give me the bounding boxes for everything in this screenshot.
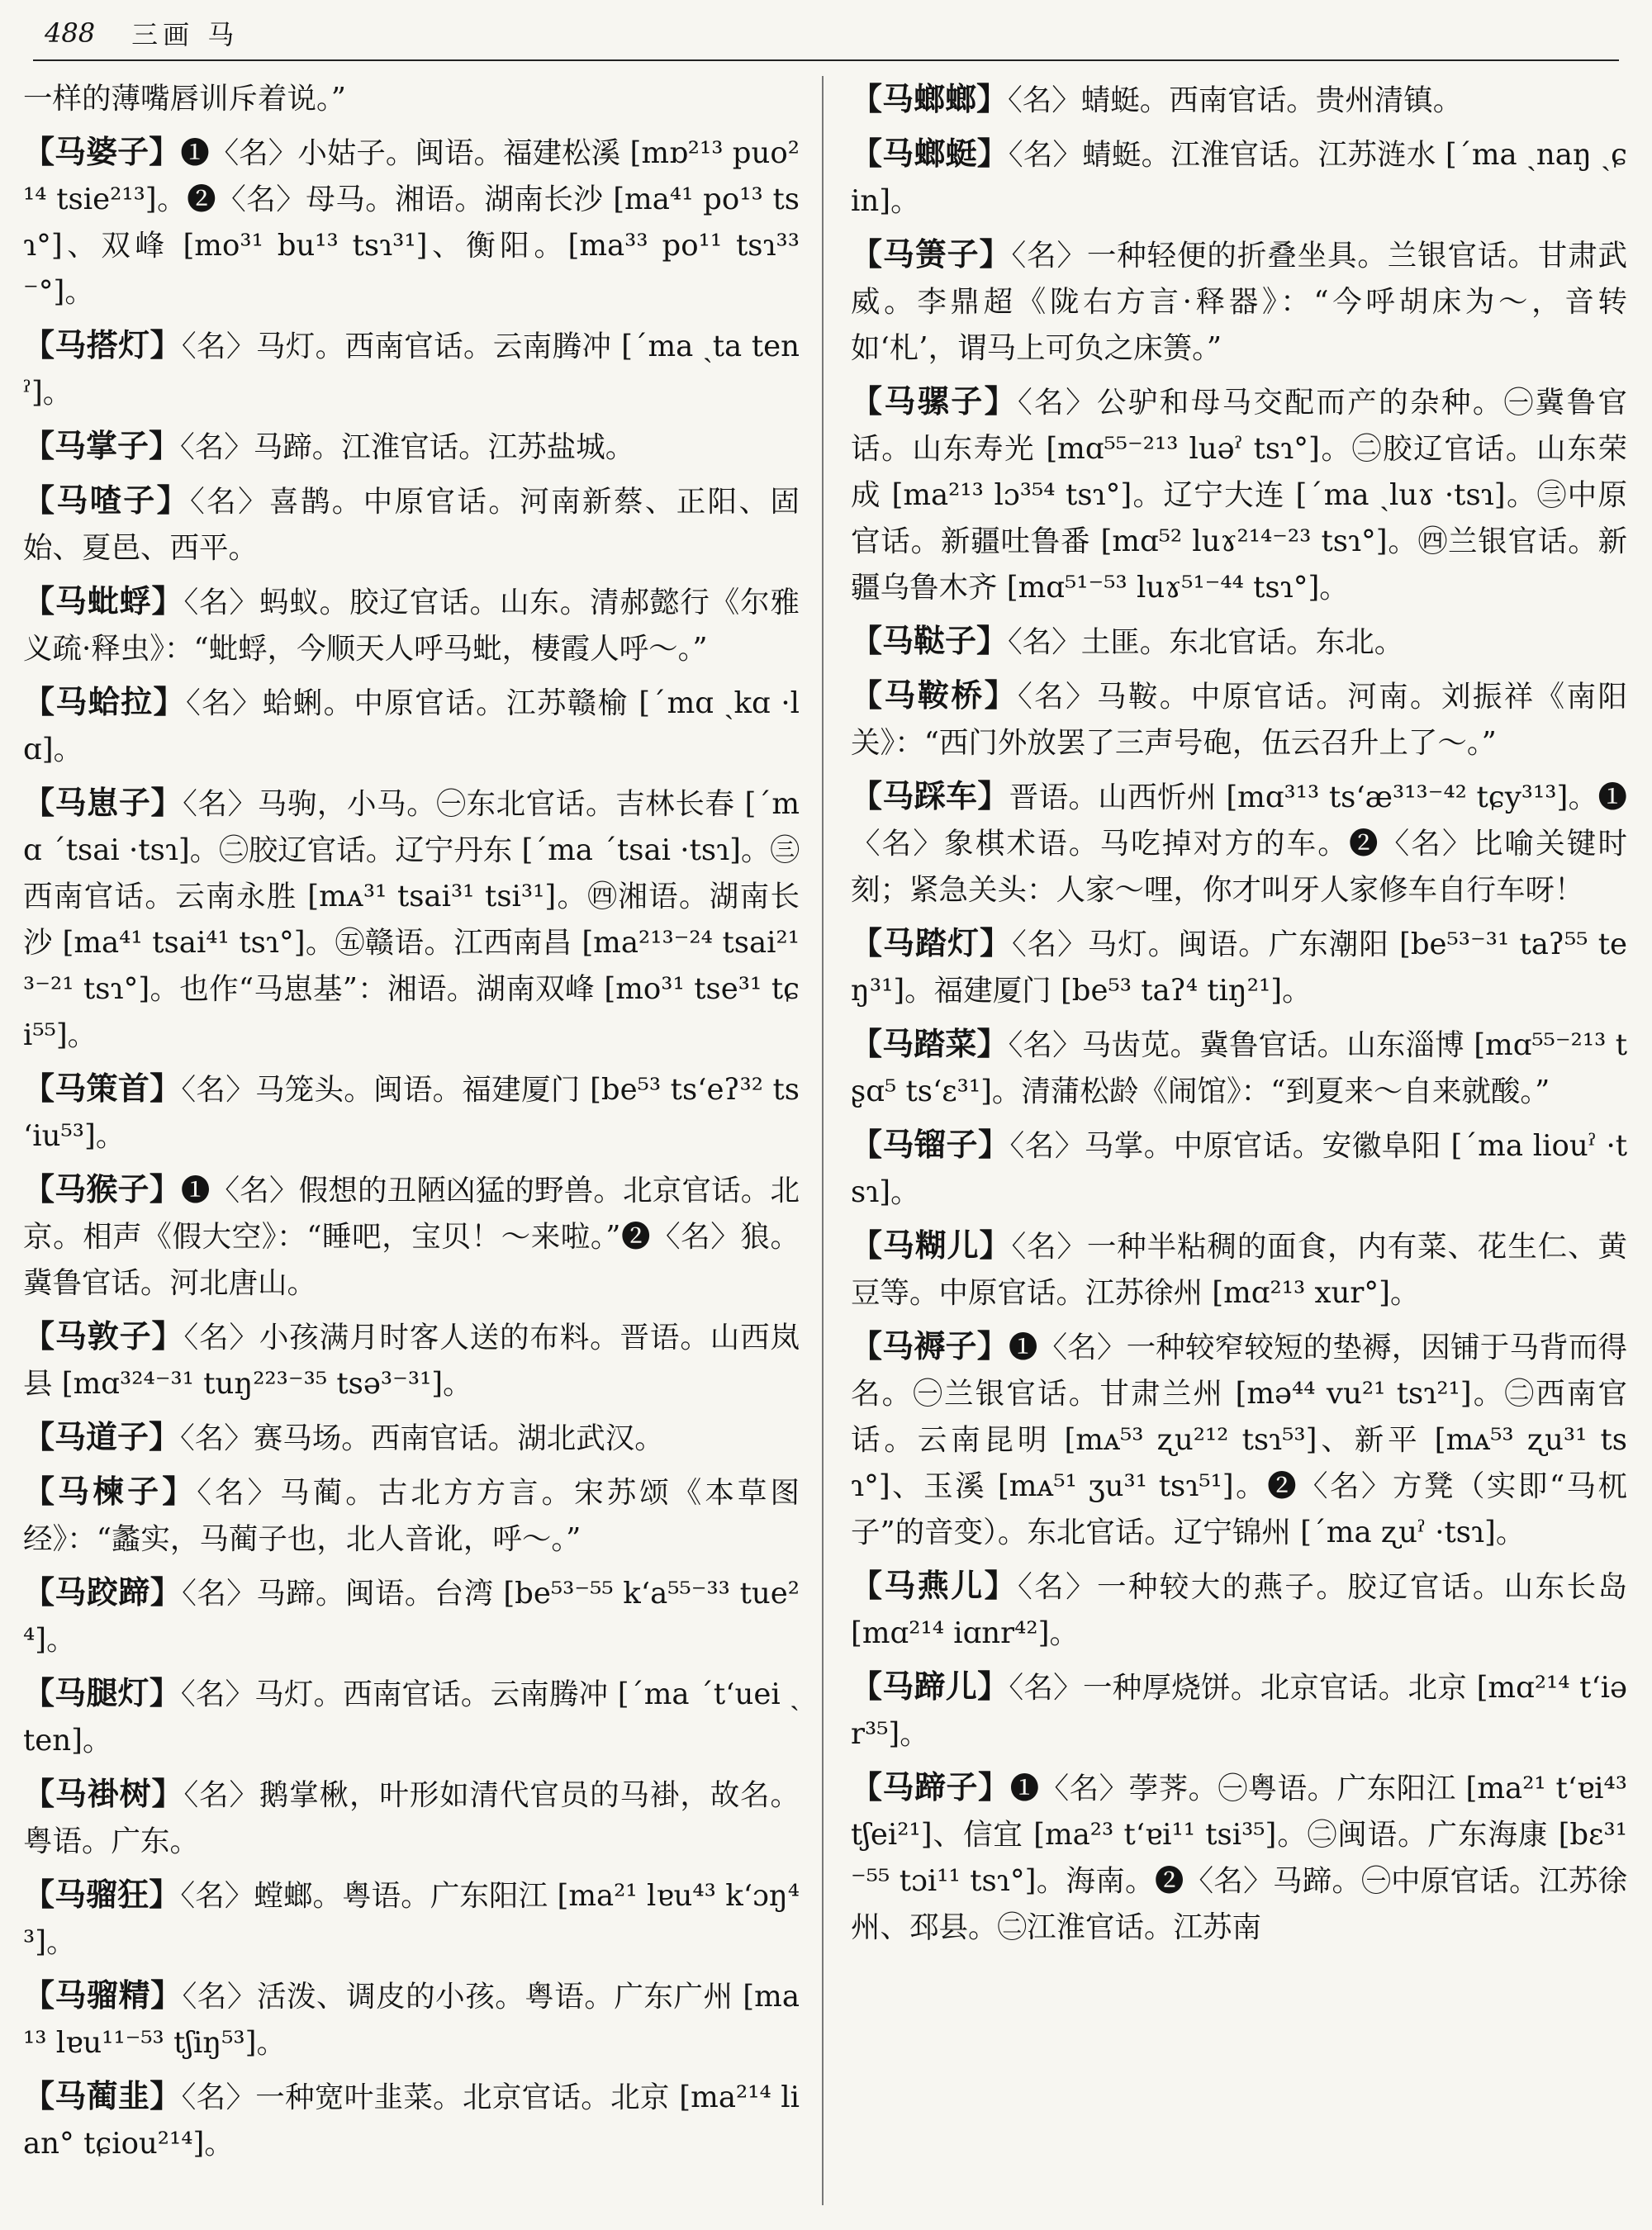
entry-headword: 【马鞍桥】 [851,676,1018,714]
left-column [23,76,800,2213]
entry-headword: 【马踏灯】 [851,924,1012,961]
entry-headword: 【马蔺韭】 [23,2077,182,2114]
entry-headword: 【马崽子】 [23,784,183,821]
entry-definition: 〈名〉蛤蜊。中原官话。江苏赣榆 [ˊmɑ ˏkɑ ·lɑ]。 [23,686,800,766]
entry-definition: 〈名〉公驴和母马交配而产的杂种。㊀冀鲁官话。山东寿光 [mɑ⁵⁵⁻²¹³ luəˀ tsɿ°]。㊁胶辽官话。山东荣成 [ma²¹³ lɔ³⁵⁴ tsɿ°]。辽宁大连 [ˊma ˏluɤ ·tsɿ]。㊂中原官话。新疆吐鲁番 [mɑ⁵² luɤ²¹⁴⁻²³ tsɿ°]。㊃兰银官话。新疆乌鲁木齐 [mɑ⁵¹⁻⁵³ luɤ⁵¹⁻⁴⁴ tsɿ°]。 [851,386,1627,605]
entry-definition: 〈名〉马鞍。中原官话。河南。刘振祥《南阳关》：“西门外放罢了三声号砲，伍云召升上了～。” [851,680,1627,760]
dictionary-entry [23,322,800,416]
dictionary-entry [23,2073,800,2167]
dictionary-entry [23,1771,800,1865]
entry-headword: 【马策首】 [23,1070,182,1107]
entry-definition: 〈名〉活泼、调皮的小孩。粤语。广东广州 [ma¹³ lɐu¹¹⁻⁵³ tʃiŋ⁵³]。 [23,1980,800,2060]
entry-headword: 【马螂蜓】 [851,135,1009,172]
entry-definition: 〈名〉蜻蜓。西南官话。贵州清镇。 [1008,83,1463,117]
entry-definition: 〈名〉鹅掌楸，叶形如清代官员的马褂，故名。粤语。广东。 [23,1778,800,1858]
dictionary-entry [851,773,1627,913]
dictionary-entry [851,231,1627,372]
entry-definition: 晋语。山西忻州 [mɑ³¹³ tsʻæ³¹³⁻⁴² tɕy³¹³]。❶〈名〉象棋术语。马吃掉对方的车。❷〈名〉比喻关键时刻；紧急关头：人家～哩，你才叫牙人家修车自行车呀！ [851,780,1627,907]
entry-definition: 〈名〉一种轻便的折叠坐具。兰银官话。甘肃武威。李鼎超《陇右方言·释器》：“今呼胡床为～，音转如‘札’，谓马上可负之床箦。” [851,239,1627,365]
entry-headword: 【马螂螂】 [851,80,1009,117]
entry-headword: 【马楝子】 [23,1473,197,1510]
dictionary-entry [851,1764,1627,1951]
entry-definition: 〈名〉马灯。西南官话。云南腾冲 [ˊma ˏta tenˀ]。 [23,330,800,410]
entry-headword: 【马箦子】 [851,235,1012,273]
dictionary-entry [23,1569,800,1663]
dictionary-entry [851,618,1627,666]
entry-definition: 〈名〉蚂蚁。胶辽官话。山东。清郝懿行《尔雅义疏·释虫》：“蚍蜉，今顺天人呼马蚍，棲霞人呼～。” [23,586,800,666]
dictionary-entry [23,1872,800,1966]
entry-definition: 〈名〉马灯。闽语。广东潮阳 [be⁵³⁻³¹ taʔ⁵⁵ teŋ³¹]。福建厦门 [be⁵³ taʔ⁴ tiŋ²¹]。 [851,928,1627,1008]
continuation-text: 一样的薄嘴唇训斥着说。” [23,82,346,116]
entry-headword: 【马踩车】 [851,777,1009,814]
entry-headword: 【马蚍蜉】 [23,582,184,619]
dictionary-entry [851,130,1627,225]
entry-headword: 【马蹄儿】 [851,1668,1009,1705]
entry-definition: ❶〈名〉荸荠。㊀粤语。广东阳江 [ma²¹ tʻɐi⁴³ tʃei²¹]、信宜 [ma²³ tʻɐi¹¹ tsi³⁵]。㊁闽语。广东海康 [bɛ³¹⁻⁵⁵ tɔi¹¹ tsɿ°]。海南。❷〈名〉马蹄。㊀中原官话。江苏徐州、邳县。㊁江淮官话。江苏南 [851,1772,1627,1944]
entry-definition: 〈名〉一种宽叶韭菜。北京官话。北京 [ma²¹⁴ lian° tɕiou²¹⁴]。 [23,2081,800,2161]
dictionary-entry [851,1122,1627,1216]
entry-definition: 〈名〉一种半粘稠的面食，内有菜、花生仁、黄豆等。中原官话。江苏徐州 [mɑ²¹³ xur°]。 [851,1230,1627,1310]
entry-definition: 〈名〉马驹，小马。㊀东北官话。吉林长春 [ˊmɑ ˊtsai ·tsɿ]。㊁胶辽官话。辽宁丹东 [ˊma ˊtsai ·tsɿ]。㊂西南官话。云南永胜 [mᴀ³¹ tsai³¹ tsi³¹]。㊃湘语。湖南长沙 [ma⁴¹ tsai⁴¹ tsɿ°]。㊄赣语。江西南昌 [ma²¹³⁻²⁴ tsai²¹³⁻²¹ tsɿ°]。也作“马崽基”：湘语。湖南双峰 [mo³¹ tse³¹ tɕi⁵⁵]。 [23,787,800,1052]
entry-definition: 〈名〉一种较大的燕子。胶辽官话。山东长岛 [mɑ²¹⁴ iɑnr⁴²]。 [851,1570,1627,1650]
dictionary-entry [851,672,1627,766]
dictionary-entry [23,1065,800,1160]
entry-headword: 【马跤蹄】 [23,1573,183,1611]
dictionary-entry [851,1563,1627,1657]
entry-headword: 【马踏菜】 [851,1025,1009,1062]
dictionary-entry [851,920,1627,1014]
entry-headword: 【马糊儿】 [851,1226,1012,1264]
entry-headword: 【马燕儿】 [851,1567,1018,1604]
page-header [45,13,239,53]
entry-definition: 〈名〉马灯。西南官话。云南腾冲 [ˊma ˊtʻuei ˏten]。 [23,1677,800,1758]
entry-definition: ❶〈名〉假想的丑陋凶猛的野兽。北京官话。北京。相声《假大空》：“睡吧，宝贝！～来啦。”❷〈名〉狼。冀鲁官话。河北唐山。 [23,1174,800,1300]
entry-definition: 〈名〉喜鹊。中原官话。河南新蔡、正阳、固始、夏邑、西平。 [23,485,800,565]
entry-definition: 〈名〉土匪。东北官话。东北。 [1008,625,1404,659]
entry-definition: 〈名〉蜻蜓。江淮官话。江苏涟水 [ˊma ˏnaŋ ˏɕin]。 [851,138,1627,218]
dictionary-entry [851,1021,1627,1115]
entry-definition: ❶〈名〉一种较窄较短的垫褥，因铺于马背而得名。㊀兰银官话。甘肃兰州 [mə⁴⁴ vu²¹ tsɿ²¹]。㊁西南官话。云南昆明 [mᴀ⁵³ ʐu²¹² tsɿ⁵³]、新平 [mᴀ⁵³ ʐu³¹ tsɿ°]、玉溪 [mᴀ⁵¹ ʒu³¹ tsɿ⁵¹]。❷〈名〉方凳（实即“马杌子”的音变）。东北官话。辽宁锦州 [ˊma ʐuˀ ·tsɿ]。 [851,1331,1627,1549]
entry-definition: 〈名〉一种厚烧饼。北京官话。北京 [mɑ²¹⁴ tʻiər³⁵]。 [851,1671,1627,1751]
entry-headword: 【马骝狂】 [23,1876,181,1913]
dictionary-entry [23,1166,800,1307]
entry-headword: 【马镏子】 [851,1126,1010,1163]
dictionary-entry [851,1222,1627,1317]
entry-headword: 【马道子】 [23,1418,181,1455]
dictionary-entry [851,1323,1627,1556]
column-divider [822,76,824,2205]
page-title: 三画 马 [131,19,240,50]
entry-definition: 〈名〉马笼头。闽语。福建厦门 [be⁵³ tsʻeʔ³² tsʻiu⁵³]。 [23,1073,800,1153]
entry-headword: 【马腿灯】 [23,1674,181,1711]
entry-headword: 【马褂树】 [23,1775,184,1812]
dictionary-entry [23,129,800,316]
dictionary-entry [23,578,800,672]
dictionary-entry [851,76,1627,124]
dictionary-entry [23,1313,800,1407]
dictionary-entry [851,378,1627,611]
entry-definition: 〈名〉马蹄。闽语。台湾 [be⁵³⁻⁵⁵ kʻa⁵⁵⁻³³ tue²⁴]。 [23,1577,800,1657]
header-rule [33,59,1619,61]
entry-headword: 【马婆子】 [23,133,181,170]
entry-headword: 【马骡子】 [851,382,1018,420]
entry-headword: 【马蛤拉】 [23,683,186,720]
entry-definition: ❶〈名〉小姑子。闽语。福建松溪 [mɒ²¹³ puo²¹⁴ tsie²¹³]。❷〈名〉母马。湘语。湖南长沙 [ma⁴¹ po¹³ tsɿ°]、双峰 [mo³¹ bu¹³ tsɿ³¹]、衡阳。[ma³³ po¹¹ tsɿ³³⁻°]。 [23,136,800,309]
entry-headword: 【马蹄子】 [851,1768,1010,1805]
entry-headword: 【马掌子】 [23,427,181,464]
dictionary-entry [23,1972,800,2066]
right-column [851,76,1627,2213]
entry-headword: 【马褥子】 [851,1327,1009,1364]
entry-definition: 〈名〉赛马场。西南官话。湖北武汉。 [180,1421,664,1455]
entry-headword: 【马猴子】 [23,1170,181,1208]
dictionary-entry [23,477,800,572]
entry-definition: 〈名〉马掌。中原官话。安徽阜阳 [ˊma liouˀ ·tsɿ]。 [851,1129,1627,1209]
entry-headword: 【马骝精】 [23,1976,183,2014]
entry-headword: 【马鞑子】 [851,622,1009,659]
dictionary-entry [851,1663,1627,1758]
entry-definition: 〈名〉小孩满月时客人送的布料。晋语。山西岚县 [mɑ³²⁴⁻³¹ tuŋ²²³⁻³⁵ tsə³⁻³¹]。 [23,1321,800,1401]
entry-definition: 〈名〉马蹄。江淮官话。江苏盐城。 [180,430,635,464]
entry-headword: 【马喳子】 [23,482,191,519]
page-number: 488 [45,17,96,49]
entry-headword: 【马敦子】 [23,1317,184,1355]
dictionary-entry [23,679,800,773]
entry-headword: 【马搭灯】 [23,326,182,363]
entry-definition: 〈名〉马蔺。古北方方言。宋苏颂《本草图经》：“蠡实，马蔺子也，北人音讹，呼～。” [23,1476,800,1556]
dictionary-entry [23,1414,800,1462]
dictionary-entry [23,1670,800,1764]
dictionary-entry [23,780,800,1059]
entry-definition: 〈名〉螳螂。粤语。广东阳江 [ma²¹ lɐu⁴³ kʻɔŋ⁴³]。 [23,1879,800,1959]
entry-definition: 〈名〉马齿苋。冀鲁官话。山东淄博 [mɑ⁵⁵⁻²¹³ tʂɑ⁵ tsʻɛ³¹]。清蒲松龄《闹馆》：“到夏来～自来就酸。” [851,1028,1627,1108]
dictionary-entry [23,423,800,471]
dictionary-entry [23,1468,800,1563]
